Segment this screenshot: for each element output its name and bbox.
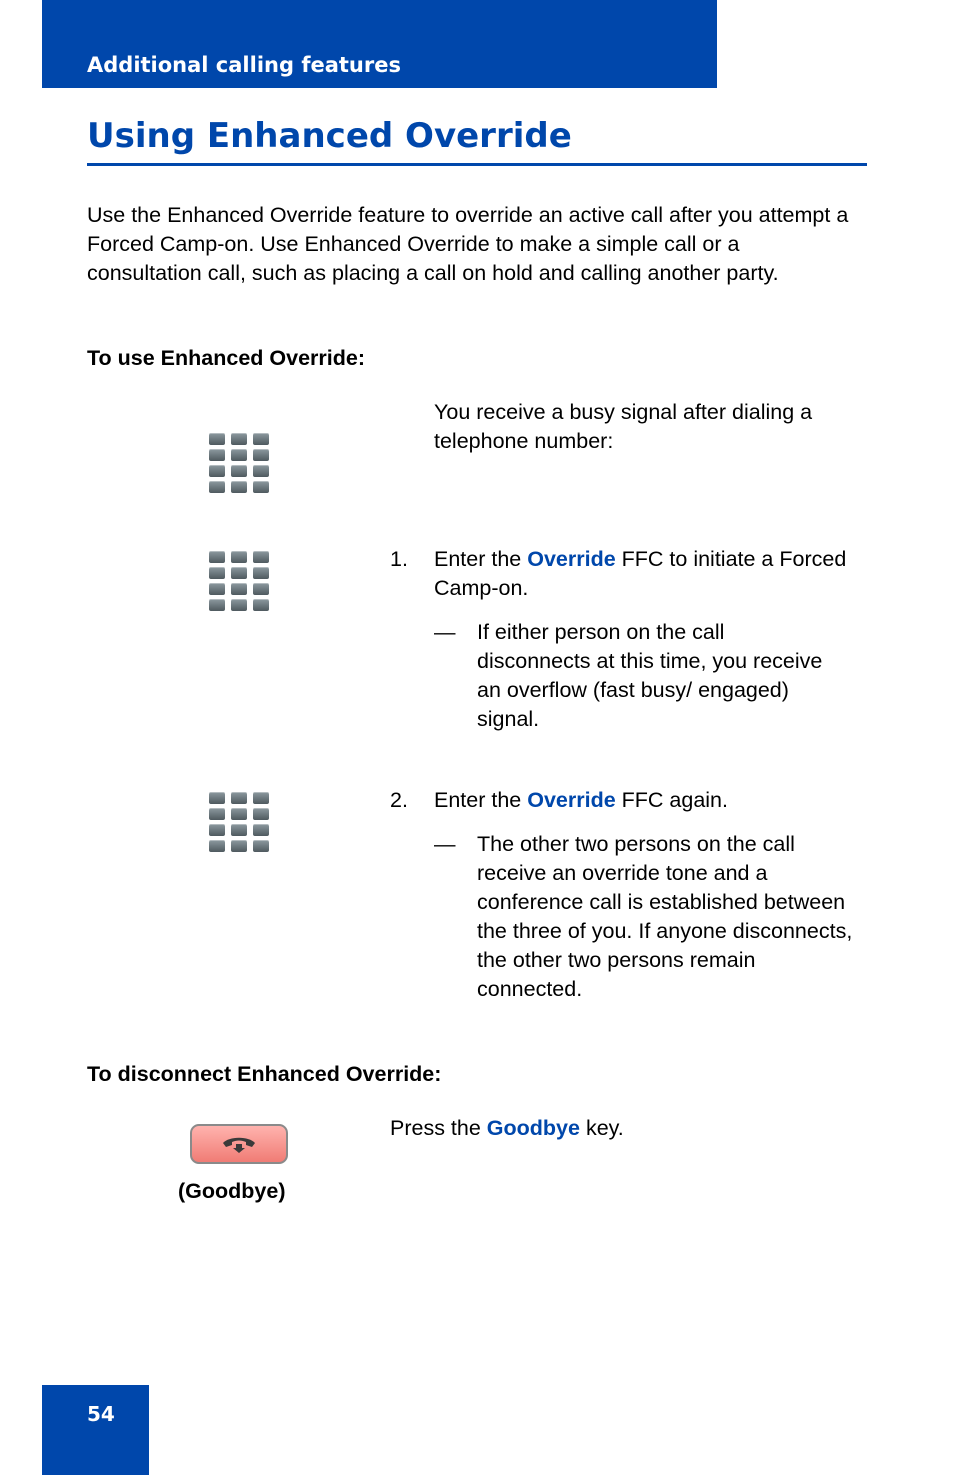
override-ffc-label: Override — [527, 788, 616, 812]
header-band — [42, 0, 717, 88]
footer-page-box — [42, 1385, 149, 1475]
keypad-icon — [209, 551, 269, 611]
instruction-text-after: key. — [579, 1116, 624, 1140]
override-ffc-label: Override — [527, 547, 616, 571]
intro-paragraph: Use the Enhanced Override feature to override an active call after you attempt a Forced Camp-on. Use Enhanced Override to make a simple call or a consultation call, such as placing a call on hold and calling another party. — [87, 203, 849, 285]
pre-step-text: You receive a busy signal after dialing a telephone number: — [434, 400, 813, 453]
instruction-text-before: Press the — [390, 1116, 487, 1140]
section-title: Additional calling features — [87, 53, 401, 77]
goodbye-key-icon — [190, 1124, 288, 1164]
goodbye-key-label: Goodbye — [486, 1116, 580, 1140]
goodbye-key-caption: (Goodbye) — [178, 1179, 286, 1203]
note-dash: — — [434, 832, 456, 856]
page-number: 54 — [87, 1402, 115, 1426]
step-note: The other two persons on the call receive an override tone and a conference call is established between the three of you. If anyone disconnects, the other two persons remain connected. — [477, 832, 853, 1001]
step-text-after: FFC again. — [615, 788, 728, 812]
step-text — [434, 786, 854, 815]
keypad-icon — [209, 433, 269, 493]
step-note: If either person on the call disconnects at this time, you receive an overflow (fast busy/ engaged) signal. — [477, 620, 823, 731]
page-title: Using Enhanced Override — [87, 116, 572, 156]
step-number: 2. — [390, 788, 408, 812]
step-number: 1. — [390, 547, 408, 571]
use-procedure-heading: To use Enhanced Override: — [87, 346, 365, 370]
title-divider — [87, 163, 867, 166]
note-dash: — — [434, 620, 456, 644]
keypad-icon — [209, 792, 269, 852]
step-text-before: Enter the — [434, 788, 528, 812]
step-text-before: Enter the — [434, 547, 528, 571]
step-text-after: FFC to initiate a Forced Camp-on. — [434, 547, 847, 600]
disconnect-instruction — [390, 1114, 860, 1143]
step-text — [434, 545, 854, 603]
disconnect-procedure-heading: To disconnect Enhanced Override: — [87, 1062, 442, 1086]
